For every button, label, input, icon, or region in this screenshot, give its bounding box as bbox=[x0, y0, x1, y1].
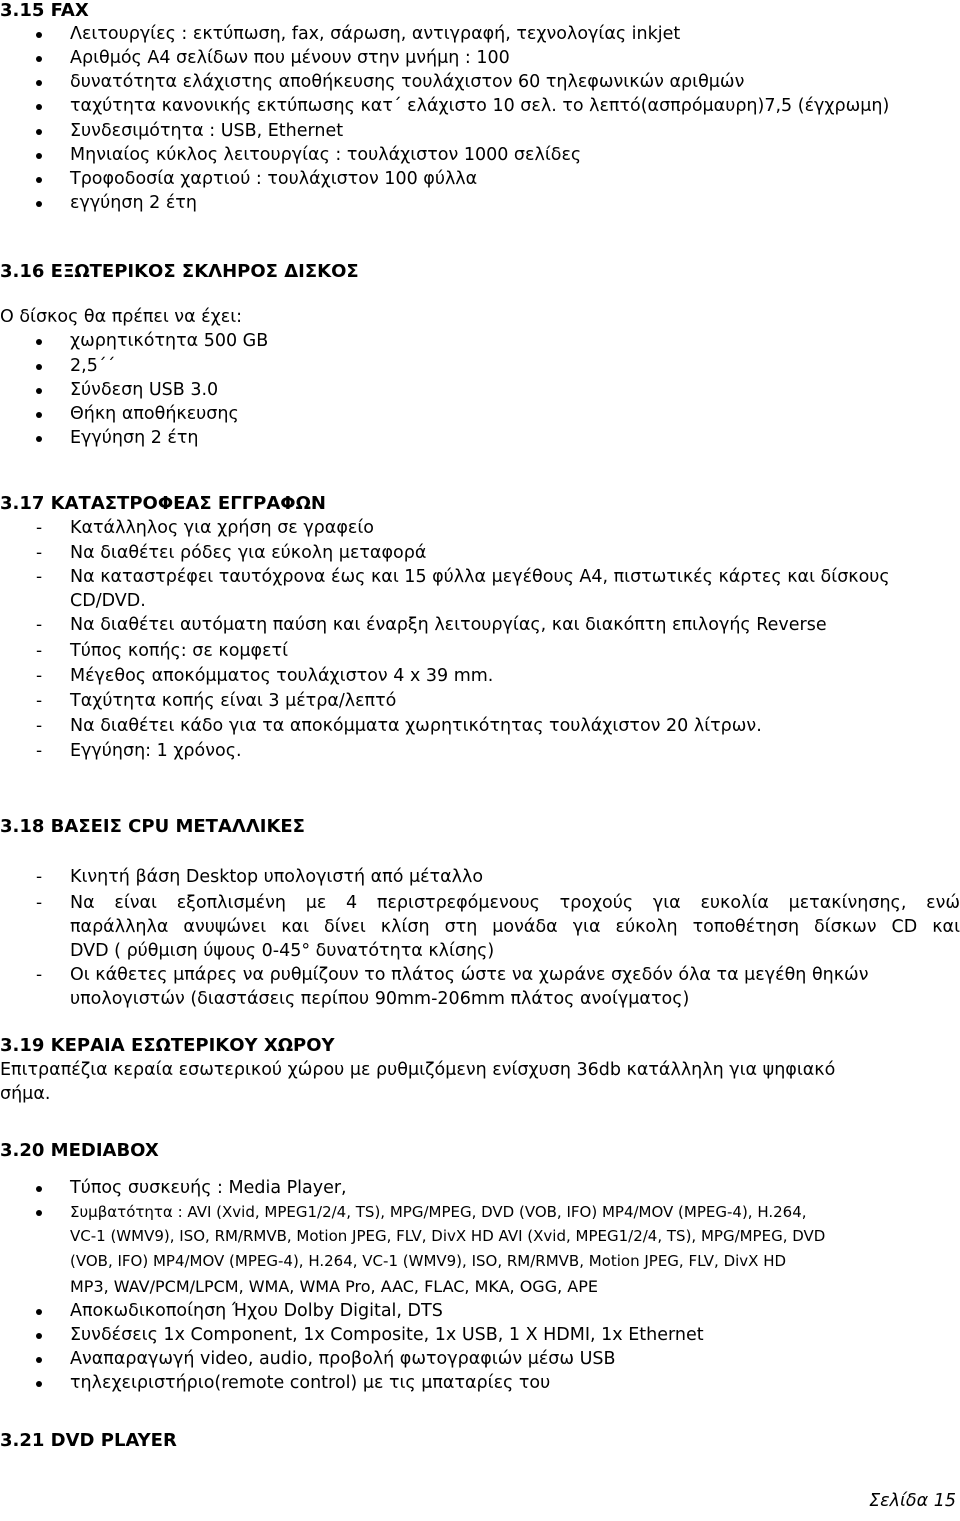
list-item: Τύπος κοπής: σε κομφετί bbox=[70, 641, 288, 661]
paragraph-intro: Ο δίσκος θα πρέπει να έχει: bbox=[0, 307, 243, 327]
dash-marker: - bbox=[36, 641, 43, 661]
list-item: Να διαθέτει ρόδες για εύκολη μεταφορά bbox=[70, 543, 427, 563]
list-item: 2,5΄΄ bbox=[70, 356, 116, 376]
list-item: Αριθμός Α4 σελίδων που μένουν στην μνήμη : 100 bbox=[70, 48, 510, 68]
list-item: Ταχύτητα κοπής είναι 3 μέτρα/λεπτό bbox=[70, 691, 397, 711]
dash-marker: - bbox=[36, 518, 43, 538]
list-item: Συνδεσιμότητα : USB, Ethernet bbox=[70, 121, 344, 141]
dash-marker: - bbox=[36, 867, 43, 887]
section-heading-3-16: 3.16 ΕΞΩΤΕΡΙΚΟΣ ΣΚΛΗΡΟΣ ΔΙΣΚΟΣ bbox=[0, 261, 359, 282]
list-item: Θήκη αποθήκευσης bbox=[70, 404, 239, 424]
bullet bbox=[36, 339, 42, 345]
bullet bbox=[36, 1381, 42, 1387]
bullet bbox=[36, 153, 42, 159]
list-item: Κατάλληλος για χρήση σε γραφείο bbox=[70, 518, 374, 538]
list-item-continuation: υπολογιστών (διαστάσεις περίπου 90mm-206mm πλάτος ανοίγματος) bbox=[70, 989, 690, 1009]
list-item: Να διαθέτει αυτόματη παύση και έναρξη λειτουργίας, και διακόπτη επιλογής Reverse bbox=[70, 615, 827, 635]
bullet bbox=[36, 1357, 42, 1363]
bullet bbox=[36, 1210, 42, 1216]
list-item: χωρητικότητα 500 GB bbox=[70, 331, 269, 351]
dash-marker: - bbox=[36, 615, 43, 635]
section-heading-3-19: 3.19 ΚΕΡΑΙΑ ΕΣΩΤΕΡΙΚΟΥ ΧΩΡΟΥ bbox=[0, 1035, 335, 1056]
bullet bbox=[36, 388, 42, 394]
list-item: Συμβατότητα : AVI (Xvid, MPEG1/2/4, TS), MPG/MPEG, DVD (VOB, IFO) MP4/MOV (MPEG-4), H.264, bbox=[70, 1203, 807, 1221]
list-item-continuation: CD/DVD. bbox=[70, 591, 146, 611]
dash-marker: - bbox=[36, 543, 43, 563]
list-item: Να διαθέτει κάδο για τα αποκόμματα χωρητικότητας τουλάχιστον 20 λίτρων. bbox=[70, 716, 762, 736]
list-item: Οι κάθετες μπάρες να ρυθμίζουν το πλάτος ώστε να χωράνε σχεδόν όλα τα μεγέθη θηκών bbox=[70, 965, 869, 985]
section-heading-3-20: 3.20 MEDIABOX bbox=[0, 1140, 159, 1161]
list-item: Κινητή βάση Desktop υπολογιστή από μέταλλο bbox=[70, 867, 484, 887]
dash-marker: - bbox=[36, 716, 43, 736]
section-heading-3-15: 3.15 FAX bbox=[0, 0, 89, 21]
dash-marker: - bbox=[36, 567, 43, 587]
list-item: ταχύτητα κανονικής εκτύπωσης κατ΄ ελάχιστο 10 σελ. το λεπτό(ασπρόμαυρη)7,5 (έγχρωμη) bbox=[70, 96, 890, 116]
bullet bbox=[36, 56, 42, 62]
section-heading-3-17: 3.17 ΚΑΤΑΣΤΡΟΦΕΑΣ ΕΓΓΡΑΦΩΝ bbox=[0, 493, 326, 514]
dash-marker: - bbox=[36, 691, 43, 711]
list-item: Να καταστρέφει ταυτόχρονα έως και 15 φύλλα μεγέθους Α4, πιστωτικές κάρτες και δίσκους bbox=[70, 567, 890, 587]
paragraph-line: Επιτραπέζια κεραία εσωτερικού χώρου με ρυθμιζόμενη ενίσχυση 36db κατάλληλη για ψηφιακό bbox=[0, 1060, 836, 1080]
bullet bbox=[36, 412, 42, 418]
list-item: Τροφοδοσία χαρτιού : τουλάχιστον 100 φύλλα bbox=[70, 169, 478, 189]
dash-marker: - bbox=[36, 965, 43, 985]
bullet bbox=[36, 80, 42, 86]
dash-marker: - bbox=[36, 741, 43, 761]
bullet bbox=[36, 177, 42, 183]
list-item: Αποκωδικοποίηση Ήχου Dolby Digital, DTS bbox=[70, 1301, 443, 1321]
list-item: Αναπαραγωγή video, audio, προβολή φωτογραφιών μέσω USB bbox=[70, 1349, 616, 1369]
list-item: Λειτουργίες : εκτύπωση, fax, σάρωση, αντιγραφή, τεχνολογίας inkjet bbox=[70, 24, 681, 44]
list-item-continuation: VC-1 (WMV9), ISO, RM/RMVB, Motion JPEG, FLV, DivX HD AVI (Xvid, MPEG1/2/4, TS), MPG/MPEG, DVD bbox=[70, 1227, 826, 1245]
bullet bbox=[36, 436, 42, 442]
section-heading-3-18: 3.18 ΒΑΣΕΙΣ CPU ΜΕΤΑΛΛΙΚΕΣ bbox=[0, 816, 305, 837]
bullet bbox=[36, 32, 42, 38]
list-item: τηλεχειριστήριο(remote control) με τις μπαταρίες του bbox=[70, 1373, 551, 1393]
bullet bbox=[36, 201, 42, 207]
dash-marker: - bbox=[36, 893, 43, 913]
list-item-continuation: DVD ( ρύθμιση ύψους 0-45° δυνατότητα κλίσης) bbox=[70, 941, 495, 961]
page-number: Σελίδα 15 bbox=[869, 1491, 956, 1511]
list-item: Εγγύηση: 1 χρόνος. bbox=[70, 741, 242, 761]
list-item: Εγγύηση 2 έτη bbox=[70, 428, 199, 448]
bullet bbox=[36, 1186, 42, 1192]
list-item: Να είναι εξοπλισμένη με 4 περιστρεφόμενους τροχούς για ευκολία μετακίνησης, ενώ bbox=[70, 893, 960, 913]
list-item: Συνδέσεις 1x Component, 1x Composite, 1x USB, 1 X HDMI, 1x Ethernet bbox=[70, 1325, 704, 1345]
bullet bbox=[36, 364, 42, 370]
bullet bbox=[36, 1309, 42, 1315]
list-item: Μέγεθος αποκόμματος τουλάχιστον 4 x 39 mm. bbox=[70, 666, 494, 686]
list-item: Τύπος συσκευής : Media Player, bbox=[70, 1178, 347, 1198]
bullet bbox=[36, 1333, 42, 1339]
list-item: Μηνιαίος κύκλος λειτουργίας : τουλάχιστον 1000 σελίδες bbox=[70, 145, 582, 165]
list-item-continuation: (VOB, IFO) MP4/MOV (MPEG-4), H.264, VC-1 (WMV9), ISO, RM/RMVB, Motion JPEG, FLV, DivX HD bbox=[70, 1252, 787, 1270]
list-item-continuation: MP3, WAV/PCM/LPCM, WMA, WMA Pro, AAC, FLAC, MKA, OGG, APE bbox=[70, 1277, 598, 1296]
paragraph-line: σήμα. bbox=[0, 1084, 51, 1104]
list-item: δυνατότητα ελάχιστης αποθήκευσης τουλάχιστον 60 τηλεφωνικών αριθμών bbox=[70, 72, 745, 92]
list-item: Σύνδεση USB 3.0 bbox=[70, 380, 219, 400]
list-item-continuation: παράλληλα ανυψώνει και δίνει κλίση στη μονάδα για εύκολη τοποθέτηση δίσκων CD και bbox=[70, 917, 960, 937]
bullet bbox=[36, 104, 42, 110]
list-item: εγγύηση 2 έτη bbox=[70, 193, 197, 213]
section-heading-3-21: 3.21 DVD PLAYER bbox=[0, 1430, 177, 1451]
dash-marker: - bbox=[36, 666, 43, 686]
bullet bbox=[36, 129, 42, 135]
